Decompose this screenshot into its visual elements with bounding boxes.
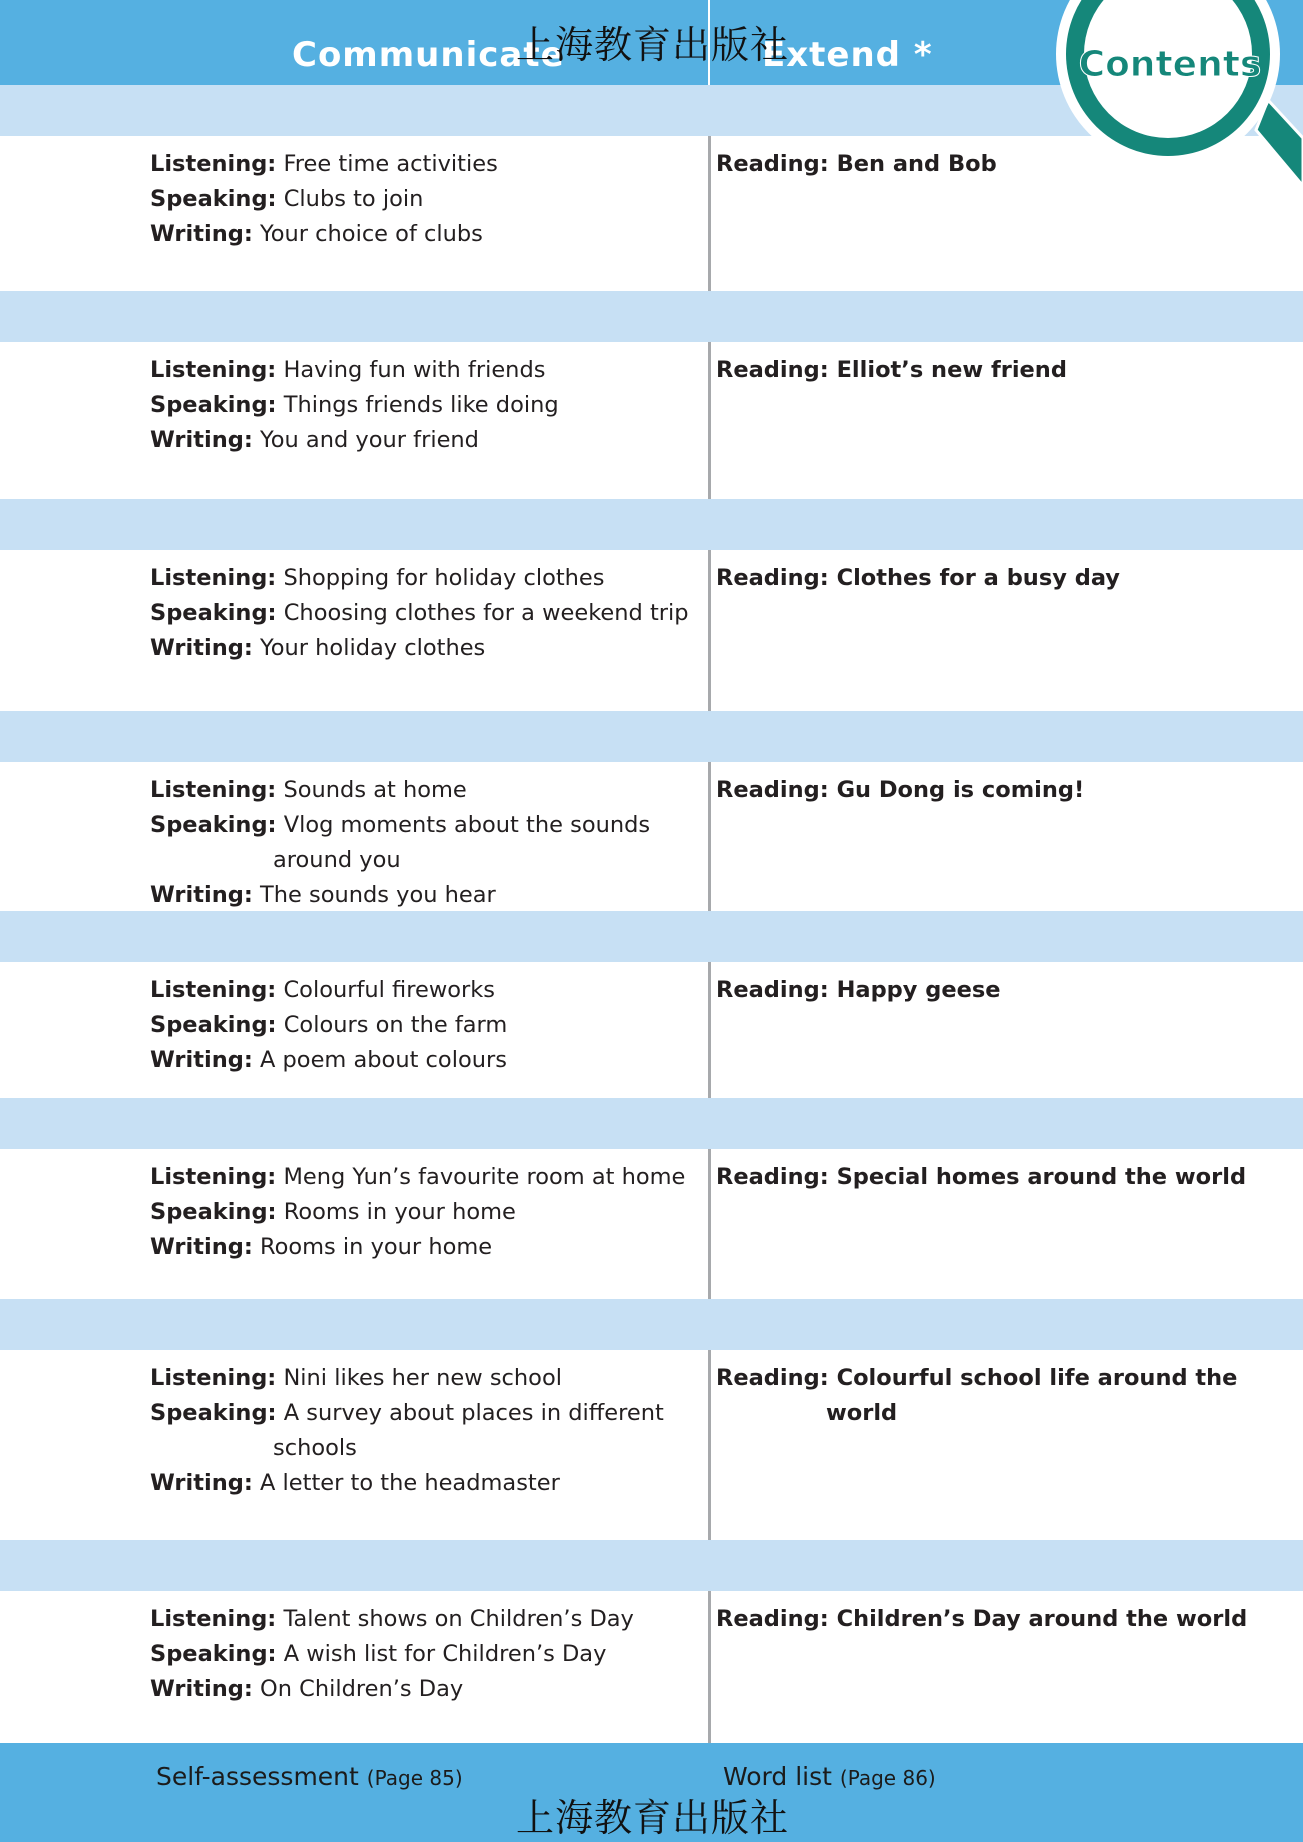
speaking-label: Speaking:: [150, 1641, 277, 1667]
speaking-topic: Things friends like doing: [283, 392, 559, 418]
unit-band: [0, 911, 1303, 962]
writing-label: Writing:: [150, 1470, 253, 1496]
unit-band: [0, 1098, 1303, 1149]
communicate-cell-3: [150, 561, 689, 666]
speaking-label: Speaking:: [150, 600, 277, 626]
reading-topic-continued: world: [826, 1400, 898, 1426]
self-assessment-label: Self-assessment: [156, 1762, 359, 1791]
speaking-label: Speaking:: [150, 186, 277, 212]
writing-topic: Your choice of clubs: [259, 221, 483, 247]
communicate-cell-5: [150, 973, 507, 1078]
unit-band: [0, 711, 1303, 762]
writing-topic: On Children’s Day: [259, 1676, 464, 1702]
listening-topic: Meng Yun’s favourite room at home: [283, 1164, 686, 1190]
communicate-cell-1: [150, 147, 498, 252]
listening-label: Listening:: [150, 977, 277, 1003]
reading-label: Reading:: [716, 977, 829, 1003]
reading-label: Reading:: [716, 1164, 829, 1190]
listening-topic: Nini likes her new school: [283, 1365, 562, 1391]
writing-label: Writing:: [150, 1234, 253, 1260]
communicate-column-title: Communicate: [292, 35, 565, 75]
column-divider: [708, 762, 711, 911]
reading-topic: Elliot’s new friend: [836, 357, 1067, 383]
speaking-topic: A survey about places in different: [283, 1400, 664, 1426]
extend-column-title: Extend *: [762, 35, 933, 75]
unit-band: [0, 1540, 1303, 1591]
unit-band: [0, 291, 1303, 342]
extend-cell-6: [716, 1160, 1246, 1195]
listening-label: Listening:: [150, 1606, 277, 1632]
listening-topic: Shopping for holiday clothes: [283, 565, 605, 591]
speaking-label: Speaking:: [150, 1400, 277, 1426]
reading-label: Reading:: [716, 565, 829, 591]
word-list-page: (Page 86): [839, 1766, 936, 1790]
reading-label: Reading:: [716, 151, 829, 177]
speaking-topic: Rooms in your home: [283, 1199, 516, 1225]
column-divider: [708, 550, 711, 711]
communicate-cell-6: [150, 1160, 685, 1265]
writing-label: Writing:: [150, 427, 253, 453]
writing-label: Writing:: [150, 882, 253, 908]
column-divider: [708, 962, 711, 1098]
reading-label: Reading:: [716, 357, 829, 383]
writing-topic: A poem about colours: [259, 1047, 507, 1073]
publisher-watermark-top: 上海教育出版社: [516, 23, 790, 67]
column-divider: [708, 136, 711, 291]
writing-label: Writing:: [150, 1676, 253, 1702]
column-divider: [708, 1591, 711, 1743]
speaking-label: Speaking:: [150, 812, 277, 838]
reading-label: Reading:: [716, 777, 829, 803]
extend-cell-5: [716, 973, 1001, 1008]
extend-cell-2: [716, 353, 1067, 388]
extend-cell-3: [716, 561, 1120, 596]
writing-label: Writing:: [150, 1047, 253, 1073]
writing-topic: A letter to the headmaster: [259, 1470, 560, 1496]
listening-label: Listening:: [150, 1164, 277, 1190]
listening-topic: Sounds at home: [283, 777, 467, 803]
extend-cell-4: [716, 773, 1084, 808]
communicate-cell-7: [150, 1361, 664, 1501]
speaking-topic: Colours on the farm: [283, 1012, 508, 1038]
writing-topic: Your holiday clothes: [259, 635, 486, 661]
column-divider: [708, 1149, 711, 1299]
writing-topic: The sounds you hear: [259, 882, 496, 908]
unit-band: [0, 499, 1303, 550]
publisher-watermark-bottom: 上海教育出版社: [516, 1796, 790, 1840]
reading-topic: Clothes for a busy day: [836, 565, 1120, 591]
writing-label: Writing:: [150, 221, 253, 247]
communicate-cell-4: [150, 773, 650, 913]
speaking-label: Speaking:: [150, 392, 277, 418]
speaking-topic: Vlog moments about the sounds: [283, 812, 651, 838]
communicate-cell-8: [150, 1602, 634, 1707]
listening-topic: Free time activities: [283, 151, 498, 177]
listening-topic: Having fun with friends: [283, 357, 546, 383]
column-divider: [708, 342, 711, 499]
reading-topic: Children’s Day around the world: [836, 1606, 1248, 1632]
extend-cell-8: [716, 1602, 1247, 1637]
unit-band: [0, 1299, 1303, 1350]
speaking-label: Speaking:: [150, 1012, 277, 1038]
listening-label: Listening:: [150, 151, 277, 177]
reading-topic: Colourful school life around the: [836, 1365, 1238, 1391]
word-list-label: Word list: [723, 1762, 832, 1791]
speaking-topic-continued: around you: [273, 847, 401, 873]
reading-label: Reading:: [716, 1365, 829, 1391]
reading-topic: Gu Dong is coming!: [836, 777, 1085, 803]
reading-topic: Happy geese: [836, 977, 1001, 1003]
communicate-cell-2: [150, 353, 559, 458]
contents-magnifier-icon: [1050, 0, 1303, 200]
speaking-topic: Clubs to join: [283, 186, 424, 212]
listening-label: Listening:: [150, 565, 277, 591]
speaking-topic: A wish list for Children’s Day: [283, 1641, 607, 1667]
listening-label: Listening:: [150, 357, 277, 383]
speaking-topic: Choosing clothes for a weekend trip: [283, 600, 689, 626]
listening-label: Listening:: [150, 1365, 277, 1391]
extend-cell-1: [716, 147, 997, 182]
speaking-label: Speaking:: [150, 1199, 277, 1225]
reading-label: Reading:: [716, 1606, 829, 1632]
listening-topic: Talent shows on Children’s Day: [283, 1606, 634, 1632]
writing-label: Writing:: [150, 635, 253, 661]
self-assessment-link[interactable]: [156, 1762, 463, 1791]
listening-topic: Colourful fireworks: [283, 977, 495, 1003]
reading-topic: Ben and Bob: [836, 151, 997, 177]
speaking-topic-continued: schools: [273, 1435, 357, 1461]
column-divider: [708, 1350, 711, 1540]
writing-topic: Rooms in your home: [259, 1234, 493, 1260]
contents-badge-label: Contents: [1078, 44, 1262, 85]
extend-cell-7: [716, 1361, 1237, 1431]
self-assessment-page: (Page 85): [366, 1766, 463, 1790]
reading-topic: Special homes around the world: [836, 1164, 1247, 1190]
listening-label: Listening:: [150, 777, 277, 803]
writing-topic: You and your friend: [259, 427, 479, 453]
